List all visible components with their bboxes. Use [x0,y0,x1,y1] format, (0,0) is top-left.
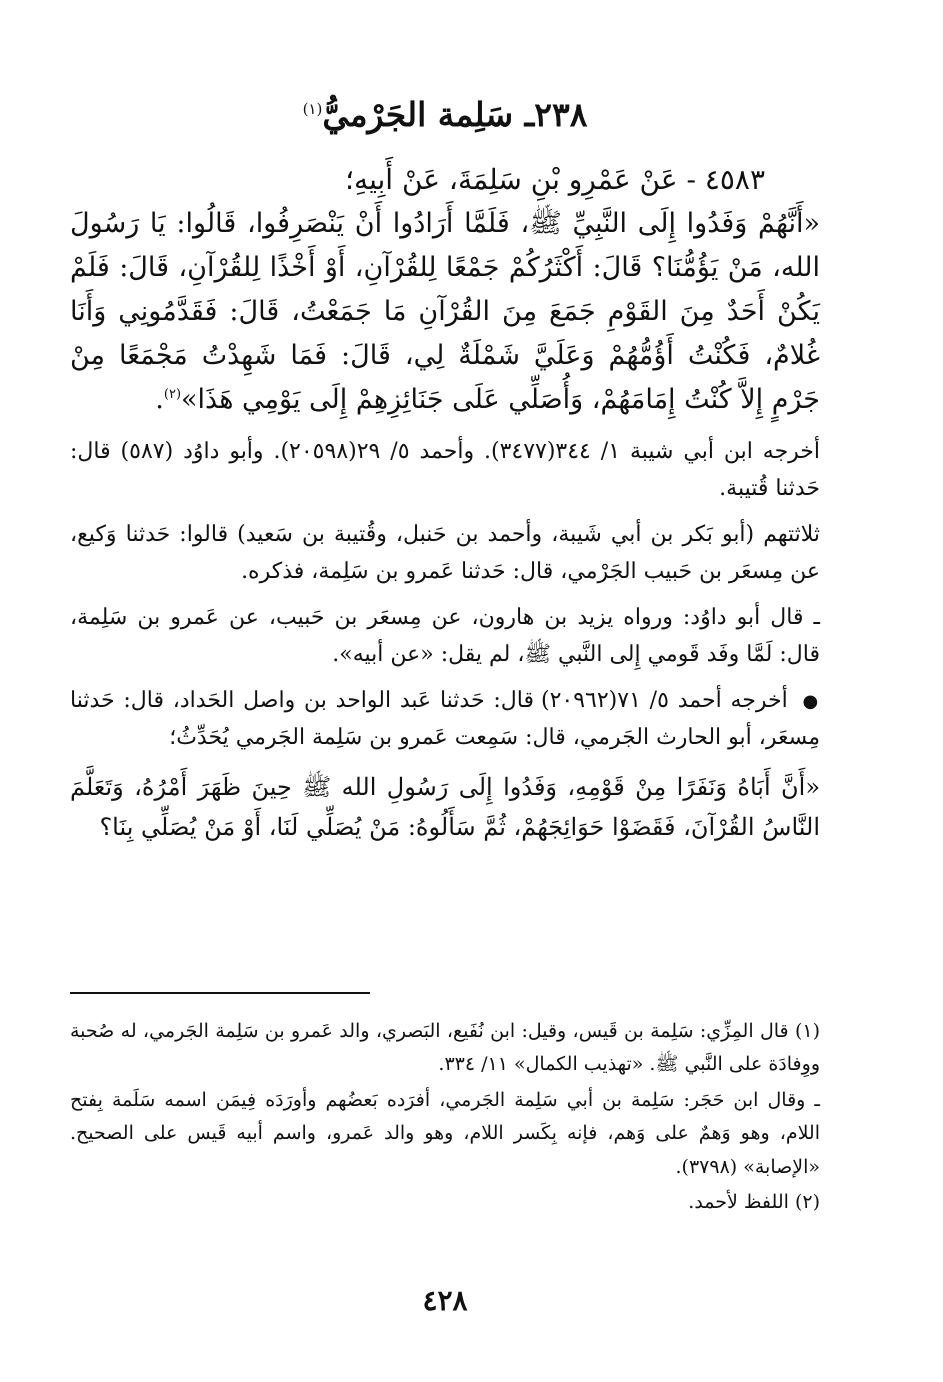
book-page [70,95,821,1317]
footnote-separator [70,992,370,994]
hadith-number-line: ٤٥٨٣ - عَنْ عَمْرِو بْنِ سَلِمَةَ، عَنْ أَبِيهِ؛ [345,162,765,196]
bullet-icon: ● [802,691,820,713]
hadith-footnote-ref: (٢) [163,387,182,403]
chapter-title [70,95,820,135]
hadith-text [70,202,820,422]
commentary-paragraph: ـ قال أبو داوُد: ورواه يزيد بن هارون، عن مِسعَر بن حَبيب، عن عَمرو بن سَلِمة، قال: لَمَّا وفَد قَومي إِلى النَّبي ﷺ، لم يقل: «عن أبيه». [70,605,820,667]
hadith-end-dot: . [155,384,164,416]
footnote: (١) قال المِزِّي: سَلِمة بن قَيس، وقيل: ابن نُفَيع، البَصري، والد عَمرو بن سَلِمة الجَرمي، له صُحبة ووِفادَة على النَّبي ﷺ. «تهذيب الكمال» ١١/ ٣٣٤. [70,1020,820,1076]
chapter-title-text: ٢٣٨ـ سَلِمة الجَرْميُّ [322,95,588,134]
second-intro-text: أخرجه أحمد ٥/ ٧١(٢٠٩٦٢) قال: حَدثنا عَبد الواحد بن واصل الحَداد، قال: حَدثنا مِسعَر، أبو الحارث الجَرمي، قال: سَمِعت عَمرو بن سَلِمة الجَرمي يُحَدِّثُ؛ [70,688,820,750]
commentary-paragraph: ثلاثتهم (أبو بَكر بن أبي شَيبة، وأحمد بن حَنبل، وقُتيبة بن سَعيد) قالوا: حَدثنا وَكيع، عن مِسعَر بن حَبيب الجَرْمي، قال: حَدثنا عَمرو بن سَلِمة، فذكره. [70,522,820,584]
page-number: ٤٢٨ [422,1284,468,1317]
footnote: (٢) اللفظ لأحمد. [688,1191,820,1214]
footnote: ـ وقال ابن حَجَر: سَلِمة بن أبي سَلِمة الجَرمي، أفرَده بَعضُهم وأورَدَه فِيمَن اسمه سَلَمة بِفتح اللام، وهو وَهمٌ على وَهم، فإنه بِكَسر اللام، وهو والد عَمرو، واسم أبيه قَيس على الصحيح. «الإصابة» (٣٧٩٨). [70,1088,820,1178]
hadith-body: «أَنَّهُمْ وَفَدُوا إِلَى النَّبِيِّ ﷺ، فَلَمَّا أَرَادُوا أَنْ يَنْصَرِفُوا، قَالُوا: يَا رَسُولَ الله، مَنْ يَؤُمُّنَا؟ قَالَ: أَكْثَرُكُمْ جَمْعًا لِلقُرْآنِ، أَوْ أَخْذًا لِلقُرْآنِ، قَالَ: فَلَمْ يَكُنْ أَحَدٌ مِنَ القَوْمِ جَمَعَ مِنَ القُرْآنِ مَا جَمَعْتُ، قَالَ: فَقَدَّمُونِي وَأَنَا غُلامٌ، فَكُنْتُ أَؤُمُّهُمْ وَعَلَيَّ شَمْلَةٌ لِي، قَالَ: فَمَا شَهِدْتُ مَجْمَعًا مِنْ جَرْمٍ إِلاَّ كُنْتُ إِمَامَهُمْ، وَأُصَلِّي عَلَى جَنَائِزِهِمْ إِلَى يَوْمِي هَذَا» [70,208,820,416]
footnotes [70,1015,820,1222]
chapter-footnote-ref: (١) [302,100,323,118]
second-narration-text: «أَنَّ أَبَاهُ وَنَفَرًا مِنْ قَوْمِهِ، وَفَدُوا إِلَى رَسُولِ الله ﷺ حِينَ ظَهَرَ أَمْرُهُ، وَتَعَلَّمَ النَّاسُ القُرْآنَ، فَقَضَوْا حَوَائِجَهُمْ، ثُمَّ سَأَلُوهُ: مَنْ يُصَلِّي لَنَا، أَوْ مَنْ يُصَلِّي بِنَا؟ [70,772,820,842]
second-narration-intro [70,683,820,756]
commentary-paragraph: أخرجه ابن أبي شيبة ١/ ٣٤٤(٣٤٧٧). وأحمد ٥/ ٢٩(٢٠٥٩٨). وأبو داوُد (٥٨٧) قال: حَدثنا قُتيبة. [70,439,821,501]
